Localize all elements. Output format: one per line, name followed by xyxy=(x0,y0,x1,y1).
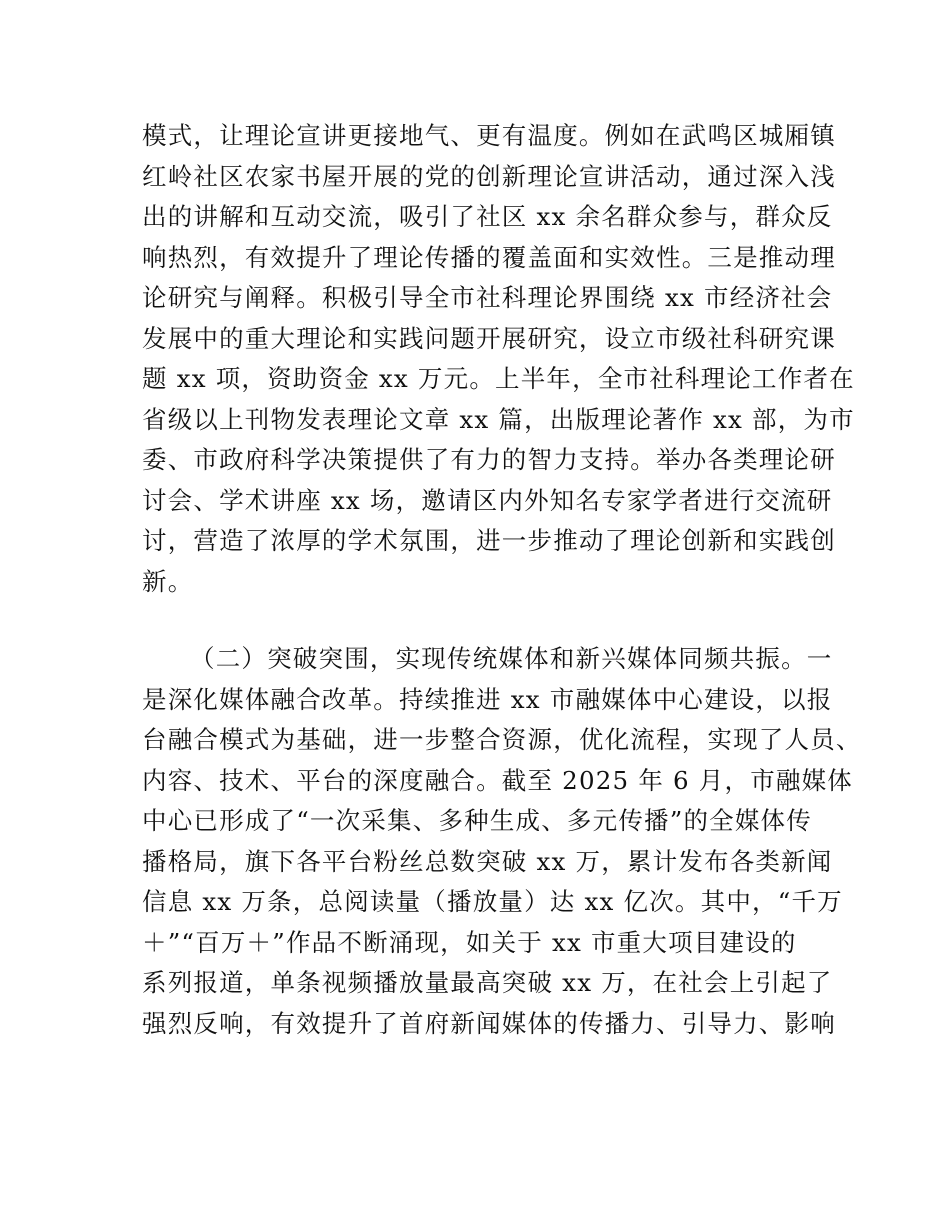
text-line: 是深化媒体融合改革。持续推进 xx 市融媒体中心建设，以报 xyxy=(142,684,833,714)
text-line: 题 xx 项，资助资金 xx 万元。上半年，全市社科理论工作者在 xyxy=(142,364,855,393)
section-heading-line: （二）突破突围，实现传统媒体和新兴媒体同频共振。一 xyxy=(190,644,833,673)
text-line: 委、市政府科学决策提供了有力的智力支持。举办各类理论研 xyxy=(142,445,836,474)
text-line: 省级以上刊物发表理论文章 xx 篇，出版理论著作 xx 部，为市 xyxy=(142,404,855,434)
text-line: 讨会、学术讲座 xx 场，邀请区内外知名专家学者进行交流研 xyxy=(142,485,833,515)
text-line: 新。 xyxy=(142,566,194,596)
text-line: 响热烈，有效提升了理论传播的覆盖面和实效性。三是推动理 xyxy=(142,242,836,272)
text-line: 信息 xx 万条，总阅读量（播放量）达 xx 亿次。其中，“千万 xyxy=(142,887,843,916)
text-line: 系列报道，单条视频播放量最高突破 xx 万，在社会上引起了 xyxy=(142,968,833,997)
text-line: 出的讲解和互动交流，吸引了社区 xx 余名群众参与，群众反 xyxy=(142,202,833,231)
text-line: 论研究与阐释。积极引导全市社科理论界围绕 xx 市经济社会 xyxy=(142,283,833,312)
text-line: 台融合模式为基础，进一步整合资源，优化流程，实现了人员、 xyxy=(142,725,862,754)
text-line: 红岭社区农家书屋开展的党的创新理论宣讲活动，通过深入浅 xyxy=(142,161,836,191)
text-line: 模式，让理论宣讲更接地气、更有温度。例如在武鸣区城厢镇 xyxy=(142,121,836,150)
text-line: 讨，营造了浓厚的学术氛围，进一步推动了理论创新和实践创 xyxy=(142,526,836,555)
text-line: 中心已形成了“一次采集、多种生成、多元传播”的全媒体传 xyxy=(142,806,812,835)
text-line: 发展中的重大理论和实践问题开展研究，设立市级社科研究课 xyxy=(142,323,836,353)
text-line: 强烈反响，有效提升了首府新闻媒体的传播力、引导力、影响 xyxy=(142,1008,836,1038)
text-line: 播格局，旗下各平台粉丝总数突破 xx 万，累计发布各类新闻 xyxy=(142,846,833,876)
text-line: 内容、技术、平台的深度融合。截至 2025 年 6 月，市融媒体 xyxy=(142,765,853,795)
text-line: ＋”“百万＋”作品不断涌现，如关于 xx 市重大项目建设的 xyxy=(142,927,797,957)
